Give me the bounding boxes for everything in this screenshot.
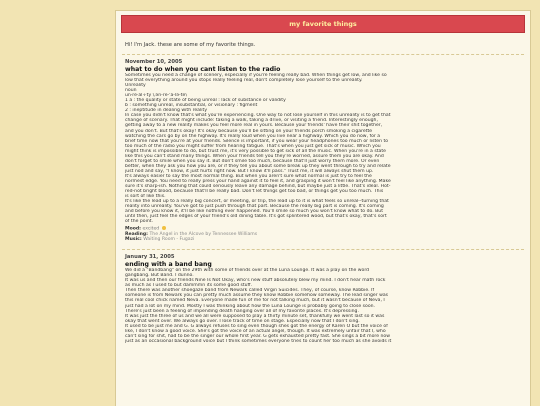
entry-text-line: red-not bright blood, because that'll be really bad. Don't let things get too bad, or things get you too much. This <box>125 189 384 195</box>
divider <box>122 249 524 250</box>
entry-text-line: noun <box>125 88 137 94</box>
meta-value: excited <box>142 226 160 232</box>
entry-text-line: brief time now that you're at your friends. Silence is important, if you wear your headphones too much or listen to <box>125 138 389 144</box>
entry-text-line: like this you can't stand many things. When your friends tell you they're worried, assure them you are okay. And <box>125 153 384 159</box>
entry-text-line: as much as I used to but dammmn its some good stuff. <box>125 283 253 289</box>
entry-meta <box>125 226 521 242</box>
entry-text-line: might think is impossible to do, but trust me, it's very possible to get sick of all the music. When you're in a state <box>125 148 386 154</box>
entry-text-line: It's always easier to say the most normal thing. But when you aren't sure what normal is just try to feel the <box>125 173 372 179</box>
entry-text-line: b : something unreal, insubstantial, or visionary : figment <box>125 103 258 109</box>
entry-text-line: Unreality <box>125 83 146 89</box>
entry-date: November 10, 2005 <box>125 59 183 65</box>
entry-text-line: It was just the three of us and we all were supposed to play a thirty minute set, thankfully we went last so it was <box>125 313 385 319</box>
entry-text-line: low that everything around you stops really feeling real, don't completely lose yourself to the unreality. <box>125 78 363 84</box>
entry-text-line: Sometimes you need a change of scenery, especially if you're feeling really bad. When things get low, and like so <box>125 73 387 78</box>
entry-text-line: can't sing for shit, had to be the singer our whole first year. G gets exhausted pretty fast. She sings a bit more now <box>125 333 390 339</box>
blog-title[interactable]: my favorite things <box>289 20 357 28</box>
entry-text-line: just as an occasional background voice but I think sometimes everyone tries to count her too much as she avoids it <box>125 338 392 344</box>
entry-text-line: gangbang. But Band. I dunno. <box>125 273 194 279</box>
meta-value[interactable]: Waiting Room - Fugazi <box>143 237 195 243</box>
entry-text-line: someone is from Newark you can pretty much assume they know Robbie somehow someway. The lead singer was <box>125 293 389 299</box>
entry-text-line: better, when they ask you how you are, or if they tell you about some break up they went through to try and relate <box>125 163 391 169</box>
meta-value[interactable]: The Angel in the Alcove by Tennessee Williams <box>149 232 258 237</box>
blog-page <box>115 10 531 406</box>
entry-text-line: of the point. <box>125 219 154 225</box>
entry-title[interactable]: what to do when you cant listen to the radio <box>125 66 281 73</box>
entry-text-line: It used to be just me and G. G always refuses to sing even though shes got the energy of Karen O but the voice of <box>125 323 388 329</box>
entry-text-line: and you don't. But that's okay! It's okay because you'll be sitting on your friends porch smoking a cigarette <box>125 128 373 134</box>
entry-text-line: like, I don't know a good voice. She's got the voice of an actual angel, though. It was extremely unfair that I, who <box>125 328 386 334</box>
entry-text-line: sure it's sharp-ish. Nothing that could seriously leave any damage behind, but maybe just a little. That's ideal. Hot- <box>125 184 391 190</box>
blog-entry <box>125 59 521 242</box>
entry-date: January 31, 2005 <box>125 254 175 261</box>
entry-text-line: this real cool chick named Neva. Everyone made fun of me for not talking much, but it wasn't because of Neva, I <box>125 298 385 304</box>
entry-text-line: un·re·al·i·ty \ˌən-rē-ˈa-lə-tē\ <box>125 93 187 99</box>
entry-title[interactable]: ending with a band bang <box>125 261 212 269</box>
entry-text-line: is sort of like this. <box>125 194 166 200</box>
entry-text-line: okay that went over. We always go over. I lose track of time on stage. Especially now that I don't sing. <box>125 318 360 324</box>
entry-text-line: normest edge. You need to really press your hand against it to feel it, and grasping it won't feel like anything. Make <box>125 178 391 184</box>
divider <box>122 54 524 55</box>
entry-text-line: and before you know it, it'll be like nothing ever happened. You'll smile so much you won't know what to do. But <box>125 209 384 215</box>
entry-text-line: It's like the lead up to a really big concert, or meeting, or trip, the lead up to it is what feels so unreal--turning that <box>125 199 389 205</box>
entry-text-line: Then there was another shoegaze band from Newark called Virgin Suicides. They, of course, know Robbie. If <box>125 288 375 294</box>
entry-text-line: change of scenary. That might include: taking a walk, taking a drive, or visiting a friend. Interestingly enough, <box>125 118 378 124</box>
entry-text-line: 2 : ineptitude in dealing with reality <box>125 108 208 114</box>
entry-body <box>125 268 521 344</box>
blog-entry <box>125 254 521 344</box>
entry-body <box>125 73 521 224</box>
entry-text-line: In case you didn't know that's what you're experiencing. One way to not lose yourself in this unreality is to get that <box>125 113 391 119</box>
entry-text-line: getting away to a new reality makes you feel more real in yours. Because your friends' have their shit together, <box>125 123 383 129</box>
entry-text-line: too much of the radio you might suffer from hearing fatigue. That's when you just get sick of music. Which you <box>125 143 381 149</box>
meta-music <box>125 237 521 242</box>
entry-text-line: just had a lot on my mind. Mostly I was thinking about how the Luna Lounge is probably going to close soon. <box>125 303 376 309</box>
meta-label: Music: <box>125 237 142 243</box>
smiley-icon <box>162 226 166 230</box>
entry-text-line: There's just been a feeling of impending death hanging over all of my favorite places. It's depressing. <box>125 308 359 314</box>
meta-label: Reading: <box>125 232 149 237</box>
entry-text-line: just nod and say, "I know, it just hurts right now. But I know it'll pass." Trust me, it will always shut them up. <box>125 168 374 174</box>
blog-header[interactable] <box>121 15 525 33</box>
meta-label: Mood: <box>125 226 142 232</box>
entry-text-line: until then, just feel the edges of your friend's old dining table. It's got splintered wood, but that's okay, that's sort <box>125 214 387 220</box>
entry-text-line: We did a "Bandbang" on the 29th with some of friends over at the Luna Lounge. It was a play on the word <box>125 268 370 274</box>
entry-text-line: reality into unreality. You've got to just push through that part. Because the really big part is coming. It's coming <box>125 204 384 210</box>
blog-intro: Hi! I'm Jack. these are some of my favorite things. <box>125 42 256 48</box>
entry-text-line: don't forget to smile when you say it. But don't smile too much, because that'll just worry them more. Or even <box>125 158 380 164</box>
entry-text-line: It was us and then our friends Nine Is Not Okay, who's new stuff absolutely blew my mind. I don't hear math rock <box>125 278 386 284</box>
entry-text-line: watching the cars go by on the highway. It's really loud when you live near a highway. Which you do now, for a <box>125 133 381 139</box>
entry-text-line: 1 a : the quality or state of being unreal : lack of substance or validity <box>125 98 286 104</box>
